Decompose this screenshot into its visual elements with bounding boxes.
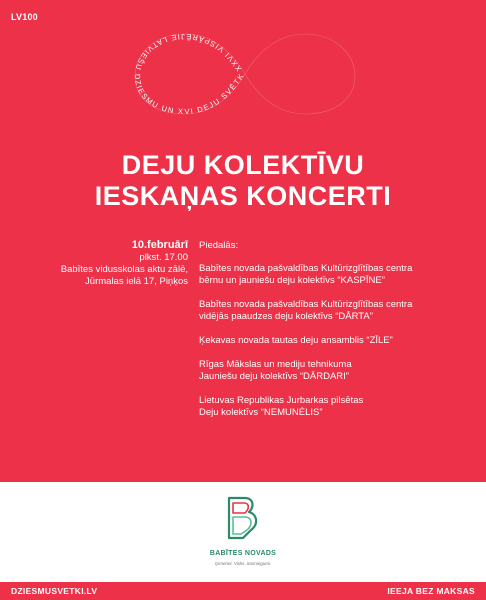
participant-line: Rīgas Mākslas un mediju tehnikuma — [199, 359, 352, 370]
participant-item — [199, 299, 469, 323]
event-address: Jūrmalas ielā 17, Piņķos — [85, 276, 188, 287]
admission-note: IEEJA BEZ MAKSAS — [387, 586, 475, 596]
babite-b-logo-icon — [219, 494, 263, 544]
event-date: 10.februārī — [131, 239, 188, 251]
title-line-2: IESKAŅAS KONCERTI — [94, 181, 392, 211]
infinity-emblem-icon — [100, 14, 390, 134]
event-info — [8, 238, 188, 288]
participant-line: Lietuvas Republikas Jurbarkas pilsētas — [199, 395, 364, 406]
participant-line: Babītes novada pašvaldības Kultūrizglītības centra — [199, 263, 413, 274]
participant-line: vidējās paaudzes deju kolektīvs “DĀRTA” — [199, 311, 373, 322]
participant-item — [199, 263, 469, 287]
svg-text:XXVI VISPĀRĒJIE LATVIEŠU DZIES — [100, 14, 246, 116]
participant-item — [199, 335, 469, 347]
participant-line: Ķekavas novada tautas deju ansamblis “ZĪLE” — [199, 335, 393, 346]
logo-name: BABĪTES NOVADS — [209, 550, 277, 557]
participant-item — [199, 359, 469, 383]
event-time: plkst. 17.00 — [139, 252, 188, 263]
title-line-1: DEJU KOLEKTĪVU — [121, 150, 365, 180]
participant-line: Babītes novada pašvaldības Kultūrizglītības centra — [199, 299, 413, 310]
participant-line: Jauniešu deju kolektīvs “DĀRDARI” — [199, 371, 349, 382]
lv100-logo: LV100 — [11, 12, 38, 22]
participant-line: bērnu un jauniešu deju kolektīvs “KASPĪNE” — [199, 275, 385, 286]
participant-line: Deju kolektīvs “NEMUNĖLIS” — [199, 407, 323, 418]
footer-bar — [0, 582, 486, 600]
logo-tagline: Ģimenei. Videi. Sasniegumi. — [214, 561, 272, 566]
website-link[interactable]: DZIESMUSVETKI.LV — [11, 586, 98, 596]
participant-item — [199, 395, 469, 419]
participants-list — [199, 240, 469, 431]
participants-heading: Piedalās: — [199, 240, 239, 251]
emblem-text: XXVI VISPĀRĒJIE LATVIEŠU DZIESMU UN XVI DEJU SVĒTK — [132, 31, 247, 117]
event-venue: Babītes vidusskolas aktu zālē, — [60, 264, 188, 275]
